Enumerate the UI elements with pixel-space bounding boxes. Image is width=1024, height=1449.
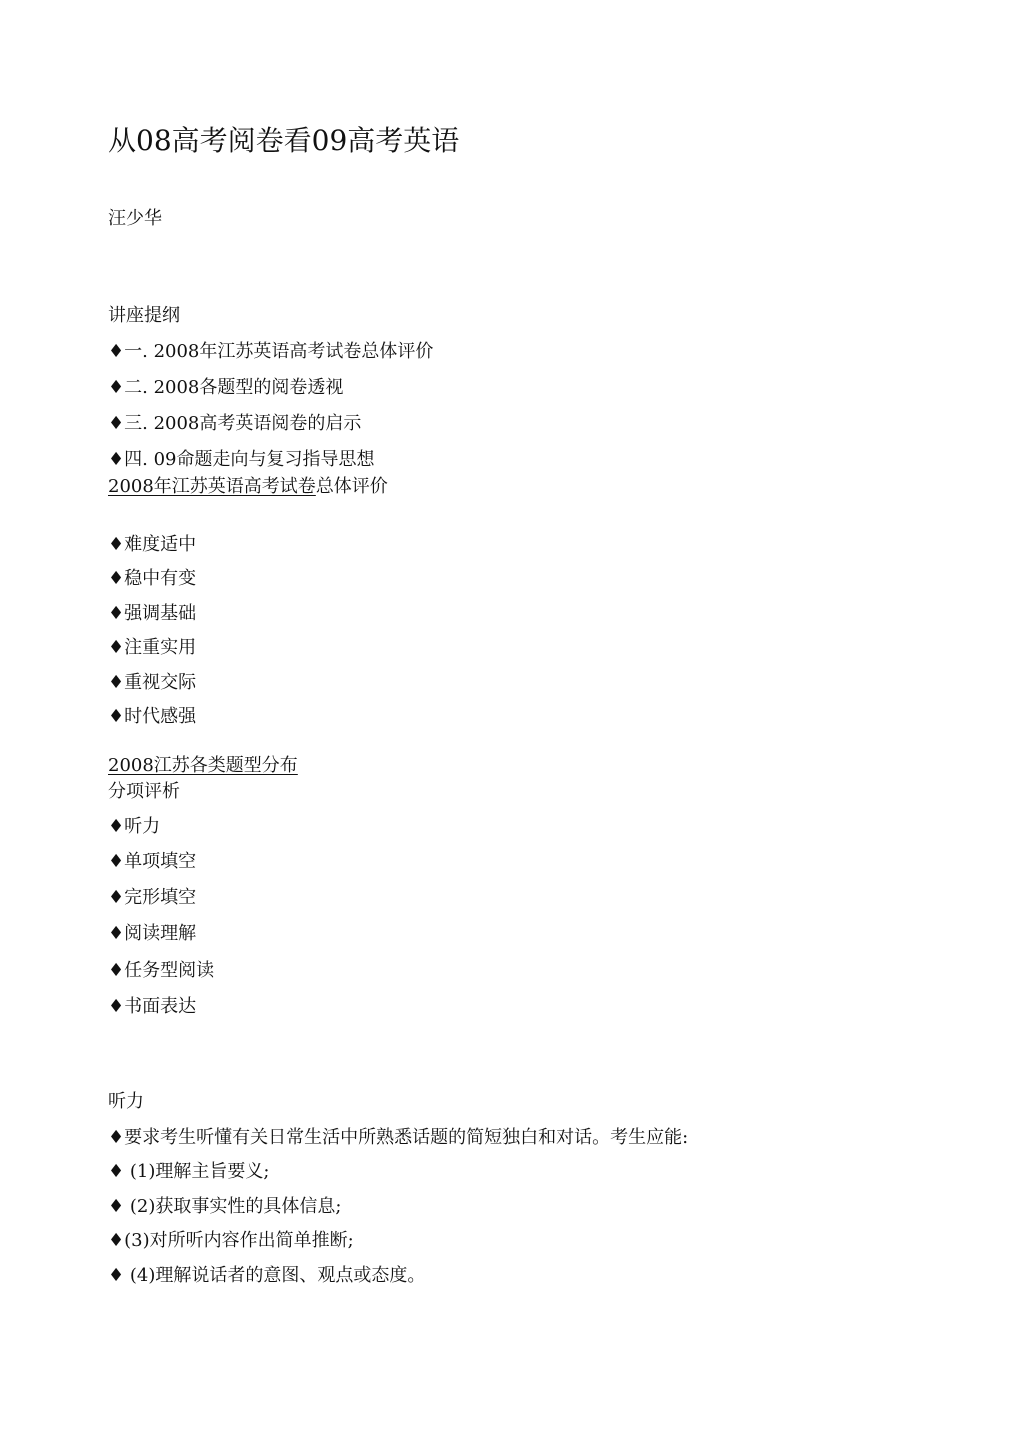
evaluation-item: ♦时代感强	[108, 706, 197, 727]
evaluation-heading-rest: 总体评价	[315, 476, 388, 497]
listening-item: ♦(3)对所听内容作出简单推断;	[108, 1230, 354, 1251]
outline-heading: 讲座提纲	[108, 305, 180, 326]
listening-item: ♦ (2)获取事实性的具体信息;	[108, 1196, 342, 1217]
outline-item: ♦一. 2008年江苏英语高考试卷总体评价	[108, 341, 434, 362]
analysis-item: ♦任务型阅读	[108, 960, 215, 981]
outline-item: ♦三. 2008高考英语阅卷的启示	[108, 413, 362, 434]
outline-item: ♦二. 2008各题型的阅卷透视	[108, 377, 344, 398]
outline-item: ♦四. 09命题走向与复习指导思想	[108, 449, 375, 470]
analysis-item: ♦阅读理解	[108, 923, 197, 944]
evaluation-heading-underlined: 2008年江苏英语高考试卷	[108, 476, 316, 497]
listening-item: ♦ (1)理解主旨要义;	[108, 1161, 270, 1182]
analysis-heading: 分项评析	[108, 781, 180, 802]
listening-intro: ♦要求考生听懂有关日常生活中所熟悉话题的简短独白和对话。考生应能:	[108, 1127, 689, 1148]
listening-item: ♦ (4)理解说话者的意图、观点或态度。	[108, 1265, 426, 1286]
distribution-heading: 2008江苏各类题型分布	[108, 755, 298, 776]
evaluation-heading	[108, 476, 388, 498]
evaluation-item: ♦难度适中	[108, 534, 197, 555]
analysis-item: ♦书面表达	[108, 996, 197, 1017]
evaluation-item: ♦注重实用	[108, 637, 197, 658]
analysis-item: ♦听力	[108, 816, 161, 837]
evaluation-item: ♦重视交际	[108, 672, 197, 693]
document-title: 从08高考阅卷看09高考英语	[108, 124, 460, 157]
evaluation-item: ♦强调基础	[108, 603, 197, 624]
listening-heading: 听力	[108, 1091, 144, 1112]
author-name: 汪少华	[108, 208, 162, 229]
analysis-item: ♦完形填空	[108, 887, 197, 908]
evaluation-item: ♦稳中有变	[108, 568, 197, 589]
analysis-item: ♦单项填空	[108, 851, 197, 872]
